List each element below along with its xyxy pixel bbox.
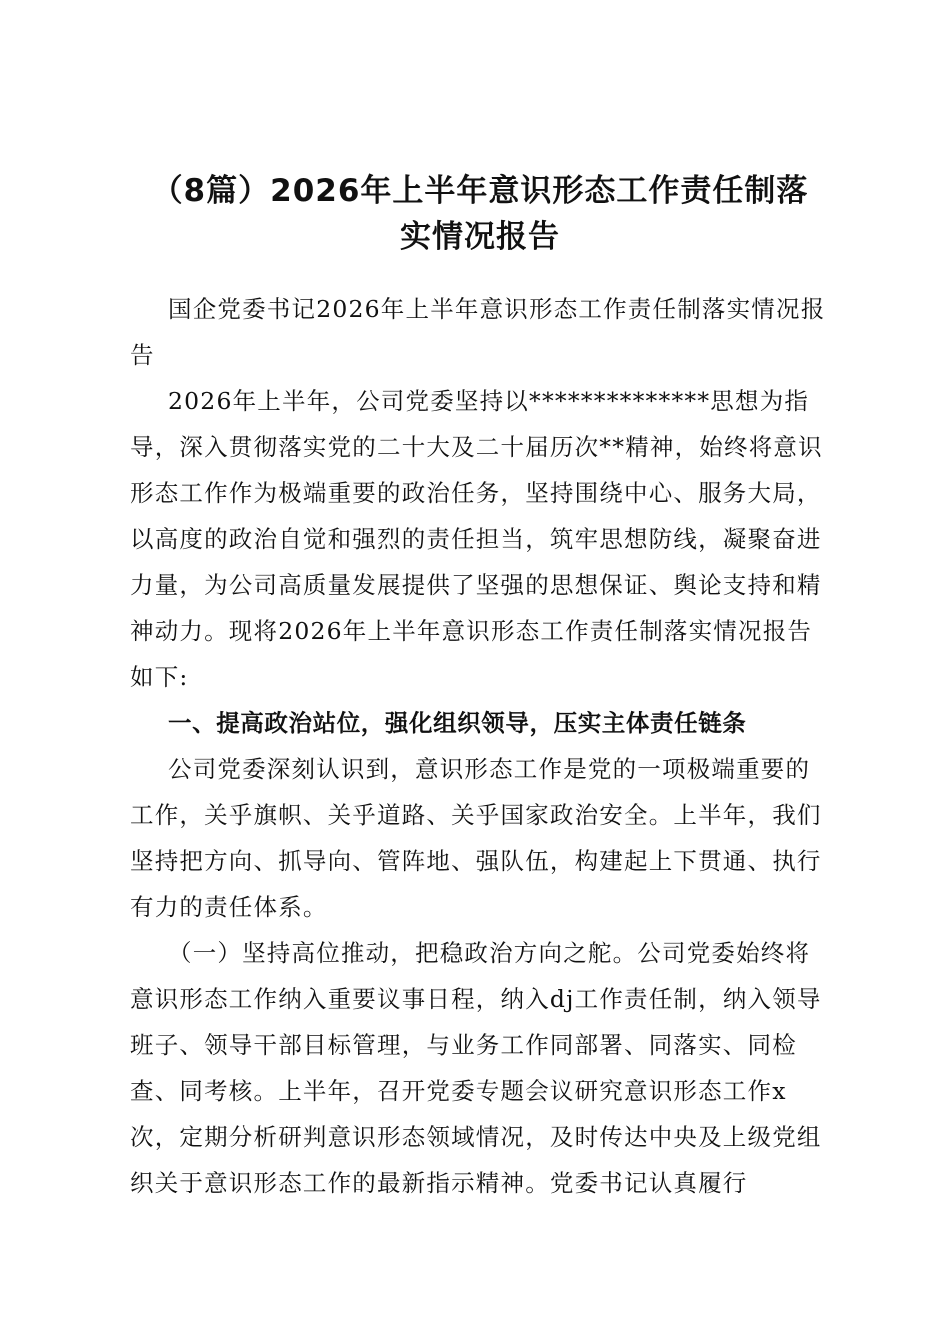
- document-title: [120, 168, 840, 260]
- intro-paragraph: 2026年上半年，公司党委坚持以**************思想为指导，深入贯彻落实党的二十大及二十届历次**精神，始终将意识形态工作作为极端重要的政治任务，坚持围绕中心、服务大局，以高度的政治自觉和强烈的责任担当，筑牢思想防线，凝聚奋进力量，为公司高质量发展提供了坚强的思想保证、舆论支持和精神动力。现将2026年上半年意识形态工作责任制落实情况报告如下:: [130, 387, 823, 691]
- section-heading: 一、提高政治站位，强化组织领导，压实主体责任链条: [168, 709, 747, 737]
- body-paragraph: （一）坚持高位推动，把稳政治方向之舵。公司党委始终将意识形态工作纳入重要议事日程，纳入dj工作责任制，纳入领导班子、领导干部目标管理，与业务工作同部署、同落实、同检查、同考核。上半年，召开党委专题会议研究意识形态工作x次，定期分析研判意识形态领域情况，及时传达中央及上级党组织关于意识形态工作的最新指示精神。党委书记认真履行: [130, 939, 822, 1197]
- subtitle-paragraph: 国企党委书记2026年上半年意识形态工作责任制落实情况报告: [130, 295, 826, 369]
- title-line-1: （8篇）2026年上半年意识形态工作责任制落: [151, 173, 809, 209]
- body-paragraph: 公司党委深刻认识到，意识形态工作是党的一项极端重要的工作，关乎旗帜、关乎道路、关乎国家政治安全。上半年，我们坚持把方向、抓导向、管阵地、强队伍，构建起上下贯通、执行有力的责任体系。: [130, 755, 822, 921]
- document-body: [130, 286, 830, 1206]
- title-line-2: 实情况报告: [400, 219, 560, 255]
